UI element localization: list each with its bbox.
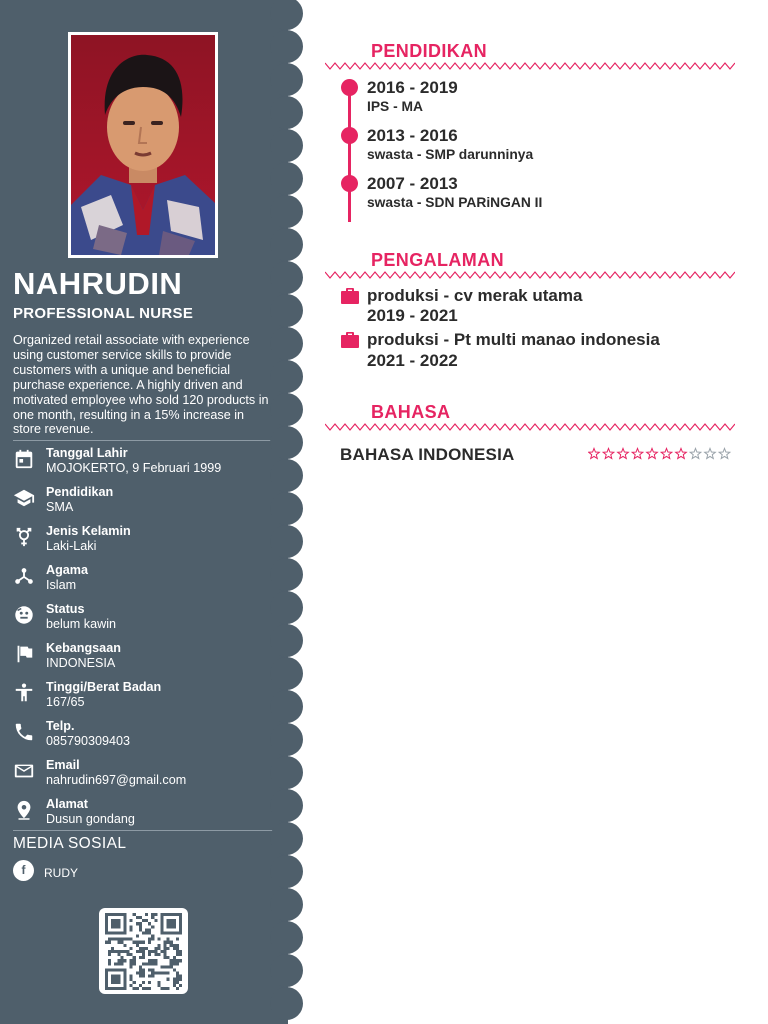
education-school: swasta - SMP darunninya (367, 147, 534, 162)
scallop (270, 327, 303, 360)
email-icon (13, 760, 35, 782)
info-value: 085790309403 (46, 734, 131, 748)
scallop (270, 921, 303, 954)
scallop (270, 987, 303, 1020)
education-section-title: PENDIDIKAN (371, 41, 488, 61)
scallop (270, 63, 303, 96)
scallop (270, 954, 303, 987)
profile-summary: Organized retail associate with experience using customer service skills to provide customers with a unique and beneficial purchase experience. A highly driven and motivated employee who sold 120 products in one month, resulting in a 15% increase in store revenue. (13, 333, 269, 437)
info-item-status (13, 602, 275, 641)
education-period: 2013 - 2016 (367, 126, 458, 145)
location-pin-icon (13, 799, 35, 821)
experience-title: produksi - cv merak utama (367, 286, 583, 305)
qr-code-image (105, 913, 182, 990)
education-school: IPS - MA (367, 99, 423, 114)
education-school: swasta - SDN PARiNGAN II (367, 195, 543, 210)
info-label: Pendidikan (46, 485, 114, 499)
scallop (270, 195, 303, 228)
info-value: SMA (46, 500, 74, 514)
professional-title: PROFESSIONAL NURSE (13, 305, 194, 322)
scallop (270, 96, 303, 129)
star-filled-icon (632, 448, 643, 458)
experience-title: produksi - Pt multi manao indonesia (367, 330, 660, 349)
info-label: Alamat (46, 797, 88, 811)
star-empty-icon (705, 448, 716, 458)
scallop (270, 723, 303, 756)
info-value: nahrudin697@gmail.com (46, 773, 187, 787)
info-value: Dusun gondang (46, 812, 135, 826)
graduation-cap-icon (13, 487, 35, 509)
section-divider-zigzag (325, 423, 735, 431)
scallop (270, 0, 303, 30)
sidebar-divider (13, 830, 274, 831)
education-timeline-line (348, 86, 351, 222)
language-name: BAHASA INDONESIA (340, 445, 515, 464)
scallop (270, 525, 303, 558)
portrait-image (71, 35, 215, 255)
timeline-dot (341, 79, 358, 96)
timeline-dot (341, 175, 358, 192)
info-item-height-weight (13, 680, 275, 719)
info-label: Kebangsaan (46, 641, 121, 655)
scallop (270, 459, 303, 492)
gender-icon (13, 526, 35, 548)
scallop (270, 129, 303, 162)
flag-icon (13, 643, 35, 665)
info-label: Email (46, 758, 80, 772)
language-rating-stars (588, 447, 734, 461)
profile-photo (68, 32, 218, 258)
info-item-birth-date (13, 446, 275, 485)
info-item-gender (13, 524, 275, 563)
languages-section-title: BAHASA (371, 402, 451, 422)
personal-info-list (13, 446, 275, 836)
info-item-religion (13, 563, 275, 602)
scallop (270, 822, 303, 855)
calendar-icon (13, 448, 35, 470)
scallop (270, 393, 303, 426)
info-value: MOJOKERTO, 9 Februari 1999 (46, 461, 222, 475)
section-divider-zigzag (325, 271, 735, 279)
scallop (270, 492, 303, 525)
info-label: Status (46, 602, 85, 616)
person-name: NAHRUDIN (13, 266, 183, 301)
section-divider-zigzag (325, 62, 735, 70)
info-value: 167/65 (46, 695, 85, 709)
info-label: Jenis Kelamin (46, 524, 131, 538)
scallop (270, 228, 303, 261)
experience-section-title: PENGALAMAN (371, 250, 504, 270)
star-filled-icon (618, 448, 629, 458)
info-value: INDONESIA (46, 656, 116, 670)
scallop (270, 756, 303, 789)
scallop (270, 294, 303, 327)
scallop (270, 426, 303, 459)
info-label: Agama (46, 563, 88, 577)
info-value: Laki-Laki (46, 539, 97, 553)
person-icon (13, 682, 35, 704)
scallop (270, 360, 303, 393)
scallop (270, 261, 303, 294)
info-label: Tanggal Lahir (46, 446, 128, 460)
info-label: Telp. (46, 719, 75, 733)
info-item-education (13, 485, 275, 524)
education-period: 2016 - 2019 (367, 78, 458, 97)
star-filled-icon (661, 448, 672, 458)
sidebar-divider (13, 440, 274, 441)
facebook-name: RUDY (44, 866, 79, 880)
scallop (270, 558, 303, 591)
info-item-nationality (13, 641, 275, 680)
info-item-email (13, 758, 275, 797)
social-media-title: MEDIA SOSIAL (13, 835, 127, 852)
star-filled-icon (589, 448, 600, 458)
status-face-icon (13, 604, 35, 626)
scallop (270, 162, 303, 195)
sidebar-scalloped-edge (270, 0, 306, 1024)
star-filled-icon (603, 448, 614, 458)
star-filled-icon (647, 448, 658, 458)
religion-icon (13, 565, 35, 587)
briefcase-icon (341, 288, 359, 304)
education-period: 2007 - 2013 (367, 174, 458, 193)
info-label: Tinggi/Berat Badan (46, 680, 162, 694)
experience-period: 2021 - 2022 (367, 351, 458, 370)
star-empty-icon (690, 448, 701, 458)
qr-code (99, 908, 188, 994)
scallop (270, 624, 303, 657)
scallop (270, 30, 303, 63)
scallop (270, 690, 303, 723)
star-empty-icon (719, 448, 730, 458)
facebook-icon: f (13, 860, 34, 881)
timeline-dot (341, 127, 358, 144)
scallop (270, 888, 303, 921)
briefcase-icon (341, 332, 359, 348)
info-item-phone (13, 719, 275, 758)
experience-period: 2019 - 2021 (367, 306, 458, 325)
scallop (270, 591, 303, 624)
scallop (270, 855, 303, 888)
phone-icon (13, 721, 35, 743)
scallop (270, 657, 303, 690)
info-value: Islam (46, 578, 77, 592)
star-filled-icon (676, 448, 687, 458)
info-value: belum kawin (46, 617, 116, 631)
sidebar (0, 0, 288, 1024)
scallop (270, 789, 303, 822)
